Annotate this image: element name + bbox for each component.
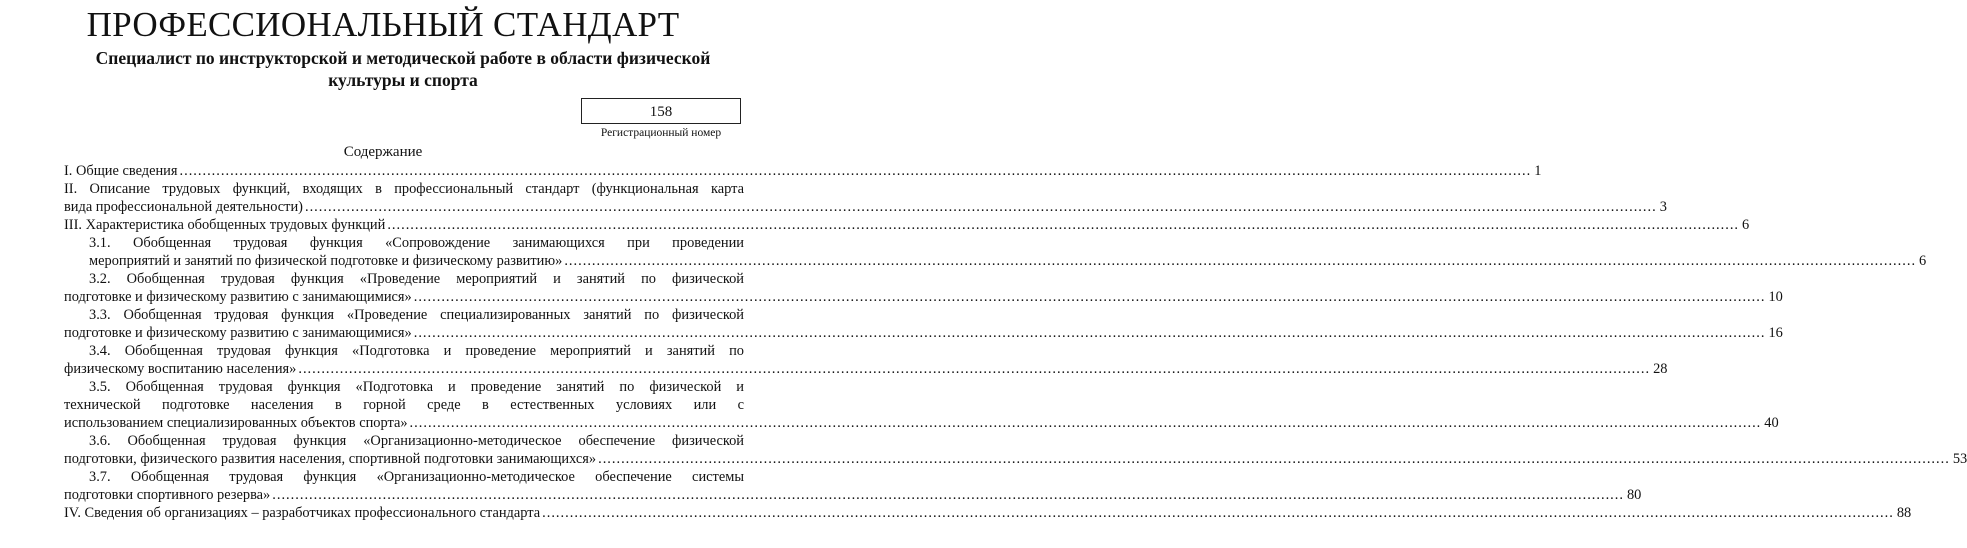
toc-entry-text: 3.2. Обобщенная трудовая функция «Проведение мероприятий и занятий по физической	[89, 271, 744, 287]
toc-entry-text: технической подготовке населения в горной среде в естественных условиях или с	[64, 397, 744, 413]
dot-leader	[542, 504, 1894, 522]
toc-entry-text: вида профессиональной деятельности)	[64, 199, 303, 215]
dot-leader	[564, 252, 1916, 270]
dot-leader	[272, 486, 1624, 504]
toc-entry-text: подготовки, физического развития населения, спортивной подготовки занимающихся»	[64, 451, 597, 467]
toc-entry-3-4[interactable]	[64, 342, 1668, 378]
toc-entry-text: подготовки спортивного резерва»	[64, 487, 271, 503]
toc-page-number: 3	[1659, 199, 1667, 215]
toc-page-number: 16	[1768, 325, 1783, 341]
toc-entry-section-3[interactable]	[64, 216, 1750, 234]
dot-leader	[414, 324, 1766, 342]
toc-entry-3-7[interactable]	[64, 468, 1642, 504]
toc-entry-text: I. Общие сведения	[64, 163, 178, 179]
toc-page-number: 88	[1896, 505, 1912, 521]
registration-number-box: 158	[581, 98, 741, 124]
toc-entry-text: мероприятий и занятий по физической подготовке и физическому развитию»	[89, 253, 563, 269]
toc-page-number: 28	[1653, 361, 1668, 377]
toc-entry-text: IV. Сведения об организациях – разработчиках профессионального стандарта	[64, 505, 541, 521]
dot-leader	[387, 216, 1739, 234]
toc-entry-text: III. Характеристика обобщенных трудовых функций	[64, 217, 386, 233]
toc-entry-text: 3.4. Обобщенная трудовая функция «Подготовка и проведение мероприятий и занятий по	[89, 343, 744, 359]
toc-page-number: 1	[1534, 163, 1542, 179]
toc-entry-section-2[interactable]	[64, 180, 1667, 216]
table-of-contents	[64, 162, 1967, 522]
toc-entry-section-1[interactable]	[64, 162, 1542, 180]
toc-entry-3-6[interactable]	[64, 432, 1967, 468]
toc-entry-text: 3.5. Обобщенная трудовая функция «Подготовка и проведение занятий по физической и	[89, 379, 744, 395]
toc-entry-text: 3.7. Обобщенная трудовая функция «Организационно-методическое обеспечение системы	[89, 469, 744, 485]
dot-leader	[410, 414, 1762, 432]
toc-entry-text: подготовке и физическому развитию с занимающимися»	[64, 289, 412, 305]
standard-subtitle	[60, 47, 746, 91]
toc-entry-text: 3.3. Обобщенная трудовая функция «Проведение специализированных занятий по физической	[89, 307, 744, 323]
toc-page-number: 6	[1742, 217, 1750, 233]
dot-leader	[305, 198, 1657, 216]
registration-number-label: Регистрационный номер	[600, 127, 722, 139]
dot-leader	[414, 288, 1766, 306]
toc-page-number: 53	[1952, 451, 1967, 467]
toc-page-number: 6	[1919, 253, 1927, 269]
toc-page-number: 10	[1768, 289, 1783, 305]
toc-entry-text: физическому воспитанию населения»	[64, 361, 297, 377]
dot-leader	[598, 450, 1950, 468]
subtitle-line: Специалист по инструкторской и методической работе в области физической	[95, 48, 711, 68]
toc-entry-text: подготовке и физическому развитию с занимающимися»	[64, 325, 412, 341]
dot-leader	[180, 162, 1532, 180]
toc-entry-3-3[interactable]	[64, 306, 1783, 342]
toc-entry-section-4[interactable]	[64, 504, 1912, 522]
toc-entry-text: использованием специализированных объектов спорта»	[64, 415, 408, 431]
toc-entry-3-1[interactable]	[64, 234, 1927, 270]
toc-page-number: 40	[1764, 415, 1779, 431]
contents-heading: Содержание	[343, 144, 423, 160]
toc-entry-text: 3.1. Обобщенная трудовая функция «Сопровождение занимающихся при проведении	[89, 235, 744, 251]
toc-page-number: 80	[1626, 487, 1642, 503]
subtitle-line: культуры и спорта	[328, 70, 478, 90]
toc-entry-3-2[interactable]	[64, 270, 1783, 306]
page-title: ПРОФЕССИОНАЛЬНЫЙ СТАНДАРТ	[86, 5, 680, 44]
dot-leader	[298, 360, 1650, 378]
toc-entry-text: 3.6. Обобщенная трудовая функция «Организационно-методическое обеспечение физической	[89, 433, 744, 449]
toc-entry-3-5[interactable]	[64, 378, 1779, 432]
toc-entry-text: II. Описание трудовых функций, входящих в профессиональный стандарт (функциональная карта	[64, 181, 744, 197]
